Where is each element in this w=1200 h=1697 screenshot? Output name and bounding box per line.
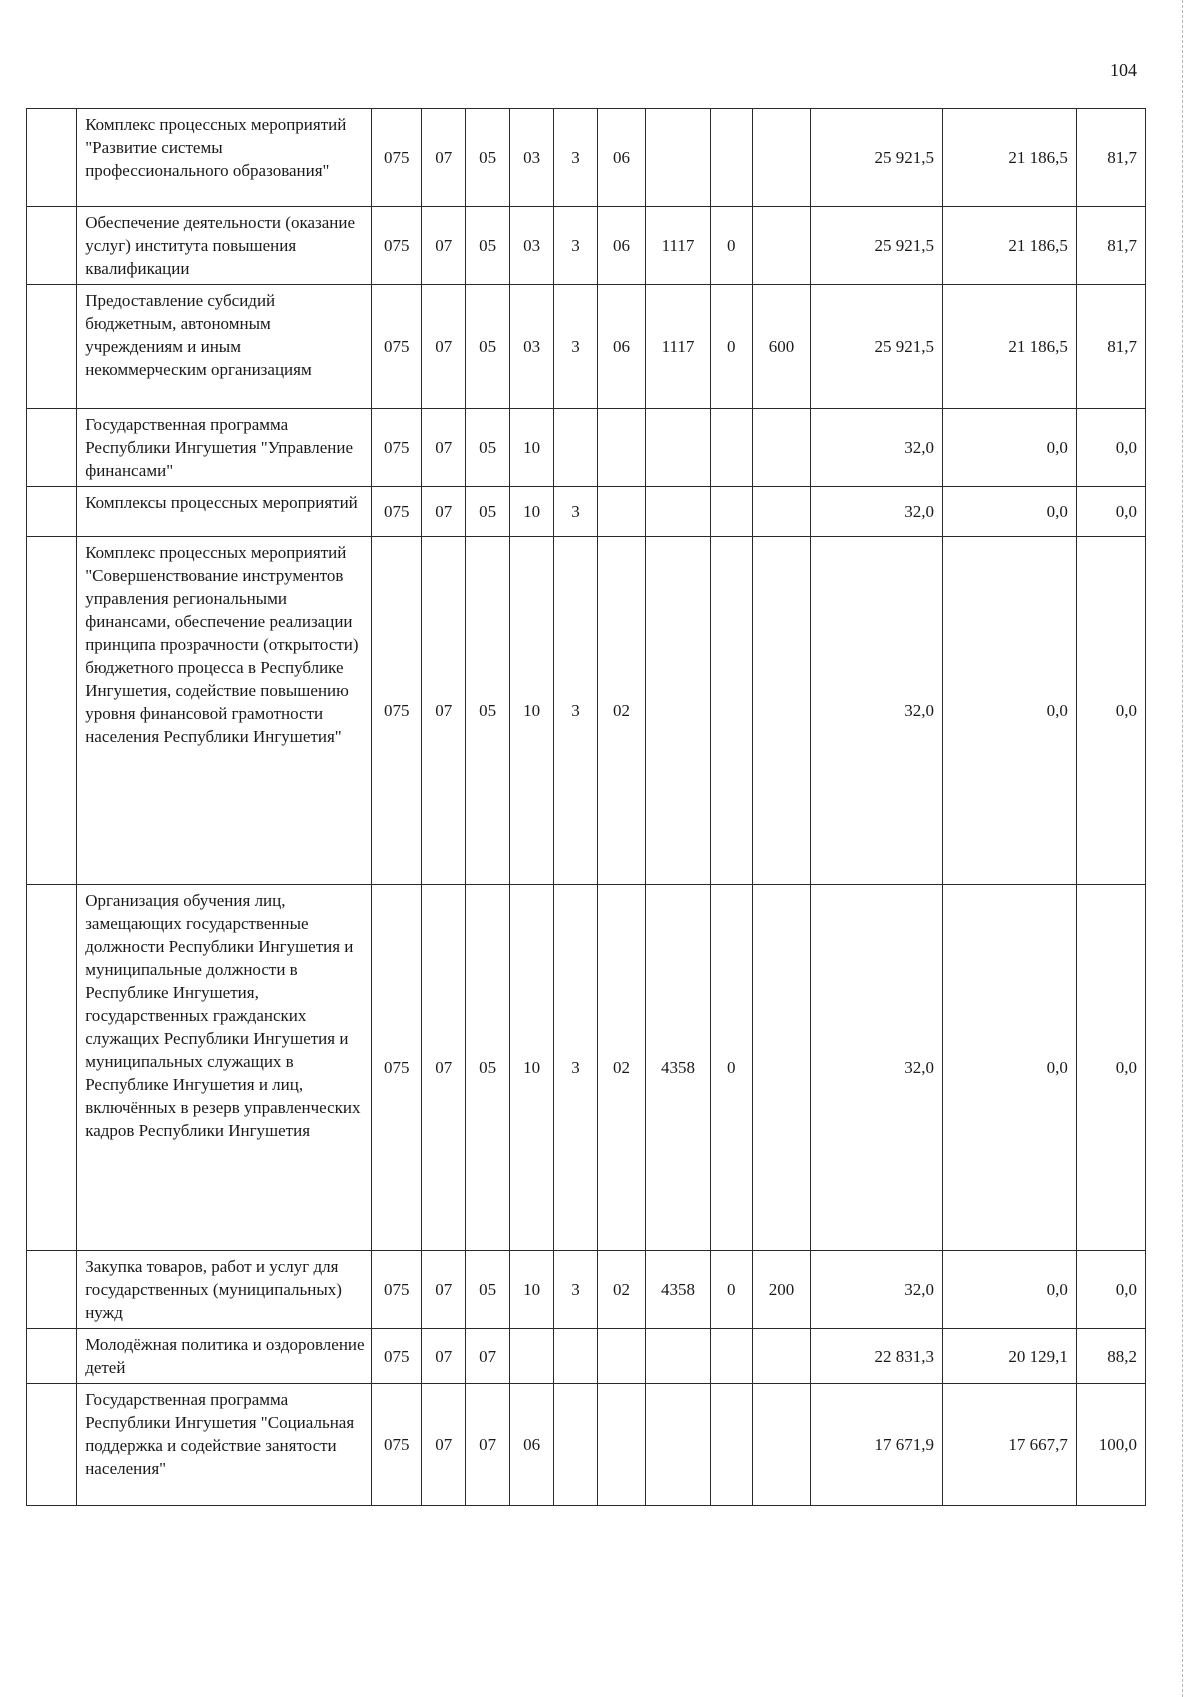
table-row [27, 109, 1146, 207]
percent-done: 0,0 [1076, 885, 1145, 1251]
subprogram-code [554, 1384, 598, 1506]
actual-amount: 0,0 [943, 885, 1077, 1251]
row-name: Комплекс процессных мероприятий "Развитие системы профессионального образования" [77, 109, 372, 207]
ministry-code: 075 [372, 409, 422, 487]
direction-code [646, 537, 711, 885]
direction-sub-code [710, 409, 752, 487]
program-code: 10 [510, 885, 554, 1251]
row-name: Обеспечение деятельности (оказание услуг) института повышения квалификации [77, 207, 372, 285]
actual-amount: 0,0 [943, 409, 1077, 487]
direction-code [646, 409, 711, 487]
event-code [597, 1329, 645, 1384]
actual-amount: 0,0 [943, 1251, 1077, 1329]
subprogram-code: 3 [554, 537, 598, 885]
event-code [597, 487, 645, 537]
ministry-code: 075 [372, 537, 422, 885]
plan-amount: 25 921,5 [811, 109, 943, 207]
percent-done: 88,2 [1076, 1329, 1145, 1384]
expense-type-code [752, 1329, 811, 1384]
percent-done: 0,0 [1076, 537, 1145, 885]
event-code: 02 [597, 537, 645, 885]
direction-sub-code [710, 537, 752, 885]
actual-amount: 0,0 [943, 537, 1077, 885]
expense-type-code [752, 885, 811, 1251]
event-code: 06 [597, 285, 645, 409]
row-name: Закупка товаров, работ и услуг для государственных (муниципальных) нужд [77, 1251, 372, 1329]
subsection-code: 05 [466, 109, 510, 207]
table-row [27, 885, 1146, 1251]
row-index-cell [27, 109, 77, 207]
ministry-code: 075 [372, 1251, 422, 1329]
scan-edge-line [1182, 0, 1183, 1697]
subprogram-code: 3 [554, 109, 598, 207]
expense-type-code: 200 [752, 1251, 811, 1329]
actual-amount: 21 186,5 [943, 109, 1077, 207]
table-body [27, 109, 1146, 1506]
direction-sub-code: 0 [710, 207, 752, 285]
table-row [27, 487, 1146, 537]
program-code: 03 [510, 109, 554, 207]
row-index-cell [27, 285, 77, 409]
row-index-cell [27, 409, 77, 487]
program-code: 10 [510, 409, 554, 487]
section-code: 07 [422, 1251, 466, 1329]
direction-code [646, 1329, 711, 1384]
row-name: Комплекс процессных мероприятий "Совершенствование инструментов управления региональными финансами, обеспечение реализации принципа прозрачности (открытости) бюджетного процесса в Республике Ингушетия, содействие повышению уровня финансовой грамотности населения Республики Ингушетия" [77, 537, 372, 885]
table-row [27, 207, 1146, 285]
plan-amount: 22 831,3 [811, 1329, 943, 1384]
ministry-code: 075 [372, 109, 422, 207]
budget-table [26, 108, 1146, 1506]
expense-type-code [752, 1384, 811, 1506]
subsection-code: 05 [466, 487, 510, 537]
table-row [27, 285, 1146, 409]
subsection-code: 05 [466, 1251, 510, 1329]
direction-code [646, 1384, 711, 1506]
expense-type-code: 600 [752, 285, 811, 409]
row-index-cell [27, 1251, 77, 1329]
program-code: 03 [510, 207, 554, 285]
direction-sub-code [710, 1384, 752, 1506]
direction-sub-code: 0 [710, 1251, 752, 1329]
actual-amount: 20 129,1 [943, 1329, 1077, 1384]
subprogram-code: 3 [554, 1251, 598, 1329]
direction-code [646, 487, 711, 537]
direction-sub-code [710, 487, 752, 537]
event-code: 06 [597, 109, 645, 207]
ministry-code: 075 [372, 1384, 422, 1506]
percent-done: 81,7 [1076, 109, 1145, 207]
expense-type-code [752, 487, 811, 537]
plan-amount: 32,0 [811, 1251, 943, 1329]
row-index-cell [27, 1329, 77, 1384]
program-code: 10 [510, 1251, 554, 1329]
subprogram-code: 3 [554, 885, 598, 1251]
plan-amount: 32,0 [811, 487, 943, 537]
row-index-cell [27, 1384, 77, 1506]
program-code: 10 [510, 537, 554, 885]
direction-code: 1117 [646, 285, 711, 409]
percent-done: 81,7 [1076, 207, 1145, 285]
row-name: Молодёжная политика и оздоровление детей [77, 1329, 372, 1384]
program-code: 03 [510, 285, 554, 409]
program-code: 10 [510, 487, 554, 537]
expense-type-code [752, 109, 811, 207]
section-code: 07 [422, 409, 466, 487]
actual-amount: 21 186,5 [943, 207, 1077, 285]
direction-code: 1117 [646, 207, 711, 285]
percent-done: 0,0 [1076, 1251, 1145, 1329]
section-code: 07 [422, 537, 466, 885]
ministry-code: 075 [372, 285, 422, 409]
table-row [27, 537, 1146, 885]
row-index-cell [27, 207, 77, 285]
actual-amount: 21 186,5 [943, 285, 1077, 409]
event-code: 02 [597, 1251, 645, 1329]
subsection-code: 05 [466, 885, 510, 1251]
subprogram-code [554, 1329, 598, 1384]
subsection-code: 05 [466, 207, 510, 285]
event-code: 02 [597, 885, 645, 1251]
row-index-cell [27, 885, 77, 1251]
plan-amount: 17 671,9 [811, 1384, 943, 1506]
direction-sub-code: 0 [710, 285, 752, 409]
row-index-cell [27, 487, 77, 537]
percent-done: 0,0 [1076, 409, 1145, 487]
table-row [27, 409, 1146, 487]
subsection-code: 05 [466, 409, 510, 487]
event-code [597, 1384, 645, 1506]
plan-amount: 32,0 [811, 409, 943, 487]
actual-amount: 17 667,7 [943, 1384, 1077, 1506]
subprogram-code: 3 [554, 487, 598, 537]
section-code: 07 [422, 109, 466, 207]
direction-sub-code [710, 1329, 752, 1384]
percent-done: 81,7 [1076, 285, 1145, 409]
percent-done: 0,0 [1076, 487, 1145, 537]
table-row [27, 1251, 1146, 1329]
direction-sub-code: 0 [710, 885, 752, 1251]
row-name: Комплексы процессных мероприятий [77, 487, 372, 537]
event-code: 06 [597, 207, 645, 285]
ministry-code: 075 [372, 1329, 422, 1384]
expense-type-code [752, 207, 811, 285]
direction-code: 4358 [646, 885, 711, 1251]
expense-type-code [752, 409, 811, 487]
subprogram-code: 3 [554, 285, 598, 409]
subsection-code: 07 [466, 1384, 510, 1506]
plan-amount: 25 921,5 [811, 207, 943, 285]
ministry-code: 075 [372, 207, 422, 285]
subsection-code: 07 [466, 1329, 510, 1384]
section-code: 07 [422, 1329, 466, 1384]
section-code: 07 [422, 1384, 466, 1506]
plan-amount: 25 921,5 [811, 285, 943, 409]
section-code: 07 [422, 207, 466, 285]
subsection-code: 05 [466, 285, 510, 409]
section-code: 07 [422, 885, 466, 1251]
subprogram-code [554, 409, 598, 487]
row-index-cell [27, 537, 77, 885]
table-row [27, 1384, 1146, 1506]
subprogram-code: 3 [554, 207, 598, 285]
plan-amount: 32,0 [811, 537, 943, 885]
direction-code [646, 109, 711, 207]
actual-amount: 0,0 [943, 487, 1077, 537]
row-name: Организация обучения лиц, замещающих государственные должности Республики Ингушетия и муниципальные должности в Республике Ингушетия, государственных гражданских служащих Республики Ингушетия и муниципальных служащих в Республике Ингушетия и лиц, включённых в резерв управленческих кадров Республики Ингушетия [77, 885, 372, 1251]
ministry-code: 075 [372, 885, 422, 1251]
plan-amount: 32,0 [811, 885, 943, 1251]
direction-code: 4358 [646, 1251, 711, 1329]
direction-sub-code [710, 109, 752, 207]
section-code: 07 [422, 285, 466, 409]
program-code: 06 [510, 1384, 554, 1506]
page-number: 104 [1110, 60, 1137, 80]
row-name: Государственная программа Республики Ингушетия "Управление финансами" [77, 409, 372, 487]
event-code [597, 409, 645, 487]
row-name: Предоставление субсидий бюджетным, автономным учреждениям и иным некоммерческим организациям [77, 285, 372, 409]
program-code [510, 1329, 554, 1384]
table-row [27, 1329, 1146, 1384]
subsection-code: 05 [466, 537, 510, 885]
ministry-code: 075 [372, 487, 422, 537]
section-code: 07 [422, 487, 466, 537]
percent-done: 100,0 [1076, 1384, 1145, 1506]
row-name: Государственная программа Республики Ингушетия "Социальная поддержка и содействие занятости населения" [77, 1384, 372, 1506]
expense-type-code [752, 537, 811, 885]
